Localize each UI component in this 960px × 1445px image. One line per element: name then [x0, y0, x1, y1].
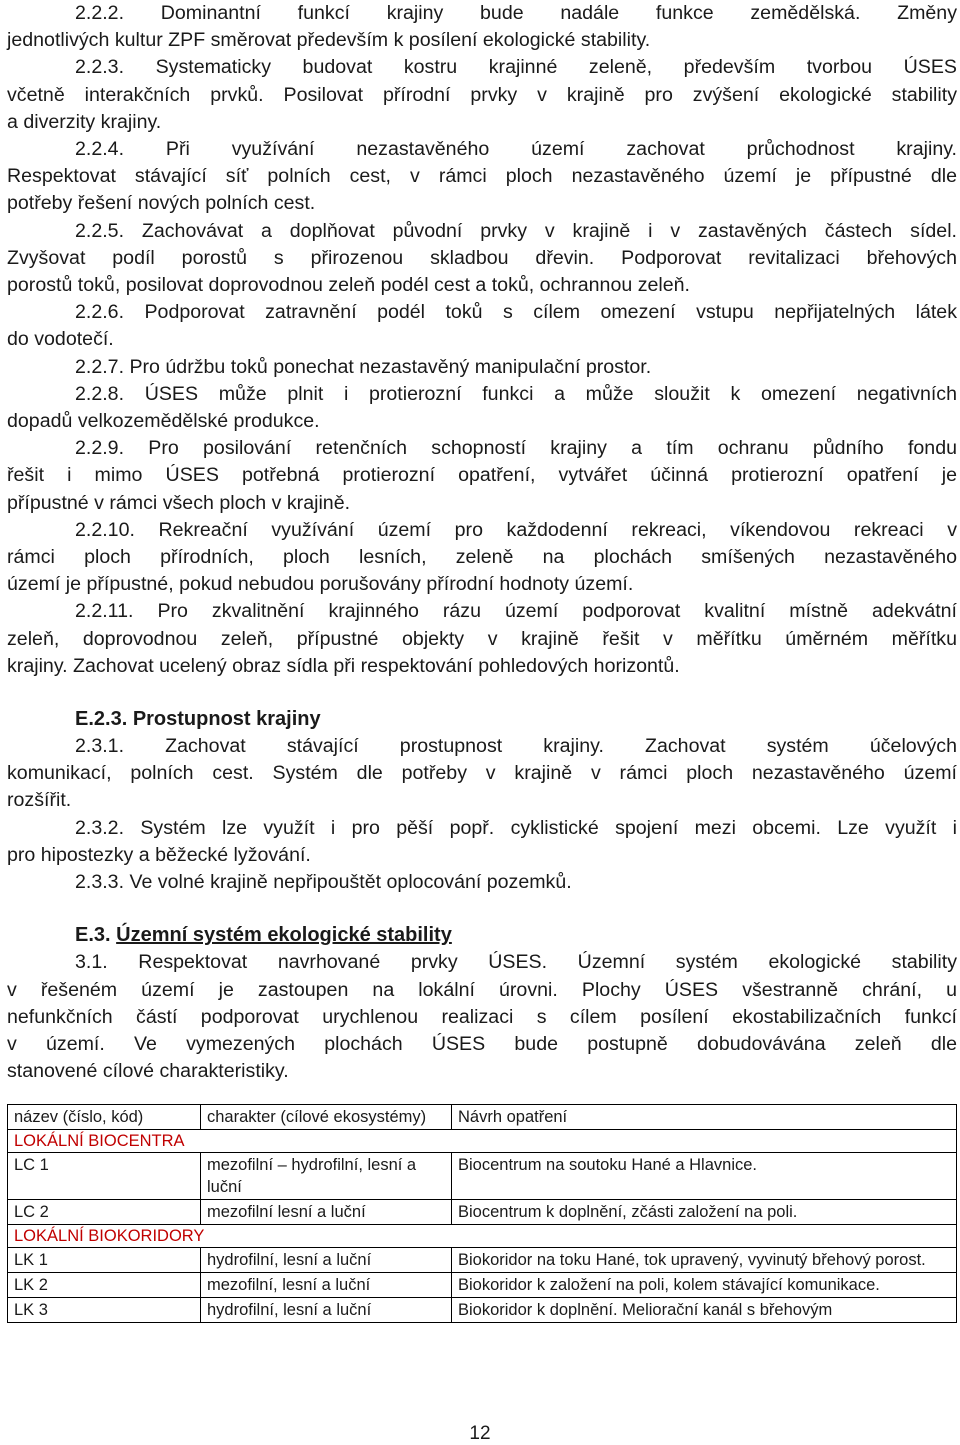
table-header-row [8, 1105, 957, 1130]
table-cell: Biokoridor na toku Hané, tok upravený, vyvinutý břehový porost. [452, 1248, 957, 1273]
text-line: v území. Ve vymezených plochách ÚSES bude postupně dobudovávána zeleň dle [7, 1032, 957, 1055]
text-line: 2.2.6. Podporovat zatravnění podél toků s cílem omezení vstupu nepřijatelných látek [75, 301, 957, 324]
paragraph [7, 54, 957, 136]
text-line: 2.3.2. Systém lze využít i pro pěší popř. cyklistické spojení mezi obcemi. Lze využít i [75, 816, 957, 839]
text-line: 3.1. Respektovat navrhované prvky ÚSES. Územní systém ekologické stability [75, 951, 957, 974]
text-line: a diverzity krajiny. [7, 110, 162, 133]
section-heading [7, 922, 957, 949]
table-section-label: LOKÁLNÍ BIOKORIDORY [8, 1225, 957, 1248]
text-line: potřeby řešení nových polních cest. [7, 192, 316, 215]
page-number: 12 [469, 1423, 491, 1444]
text-line: nefunkčních částí podporovat urychlenou realizaci s cílem posílení ekostabilizačních funkcí [7, 1005, 957, 1028]
table-cell: Biocentrum k doplnění, zčásti založení na poli. [452, 1200, 957, 1225]
document-page [7, 0, 957, 1085]
table-cell: hydrofilní, lesní a luční [201, 1248, 452, 1273]
text-line: 2.2.2. Dominantní funkcí krajiny bude nadále funkce zemědělská. Změny [75, 2, 957, 24]
table-cell: LK 1 [8, 1248, 201, 1273]
section-title: Územní systém ekologické stability [116, 924, 452, 947]
table-row [8, 1200, 957, 1225]
paragraph [7, 299, 957, 353]
paragraph [7, 733, 957, 815]
text-line: 2.2.4. Při využívání nezastavěného území zachovat průchodnost krajiny. [75, 138, 957, 161]
spacer [7, 896, 957, 922]
table-cell: hydrofilní, lesní a luční [201, 1298, 452, 1323]
text-line: krajiny. Zachovat ucelený obraz sídla při respektování pohledových horizontů. [7, 654, 680, 677]
paragraph [7, 354, 957, 381]
text-line: komunikací, polních cest. Systém dle potřeby v krajině v rámci ploch nezastavěného území [7, 762, 957, 785]
paragraph [7, 869, 957, 896]
table-cell: mezofilní, lesní a luční [201, 1273, 452, 1298]
paragraph [7, 815, 957, 869]
body-text [7, 0, 957, 1085]
text-line: 2.2.10. Rekreační využívání území pro každodenní rekreaci, víkendovou rekreaci v [75, 518, 957, 541]
text-line: území je přípustné, pokud nebudou porušovány přírodní hodnoty území. [7, 573, 634, 596]
text-line: zeleň, doprovodnou zeleň, přípustné objekty v krajině řešit v měřítku úměrném měřítku [7, 627, 957, 650]
table-row [8, 1153, 957, 1200]
text-line: do vodotečí. [7, 328, 114, 351]
paragraph [7, 0, 957, 54]
paragraph [7, 949, 957, 1085]
section-heading: E.2.3. Prostupnost krajiny [75, 708, 321, 731]
table-header-cell: název (číslo, kód) [8, 1105, 201, 1130]
text-line: rozšířit. [7, 789, 72, 812]
text-line: dopadů velkozemědělské produkce. [7, 410, 320, 433]
table-row [8, 1273, 957, 1298]
table-section-label: LOKÁLNÍ BIOCENTRA [8, 1130, 957, 1153]
text-line: řešit i mimo ÚSES potřebná protierozní opatření, vytvářet účinná protierozní opatření je [7, 464, 957, 487]
text-line: 2.2.9. Pro posilování retenčních schopností krajiny a tím ochranu půdního fondu [75, 437, 957, 460]
spacer [7, 680, 957, 706]
table-section-row [8, 1225, 957, 1248]
table-cell: LC 1 [8, 1153, 201, 1200]
table-row [8, 1298, 957, 1323]
text-line: 2.2.8. ÚSES může plnit i protierozní funkci a může sloužit k omezení negativních [75, 382, 957, 405]
paragraph [7, 517, 957, 599]
text-line: 2.3.1. Zachovat stávající prostupnost krajiny. Zachovat systém účelových [75, 735, 957, 758]
paragraph [7, 435, 957, 517]
paragraph [7, 136, 957, 218]
text-line: 2.2.3. Systematicky budovat kostru krajinné zeleně, především tvorbou ÚSES [75, 56, 957, 79]
table-section-row [8, 1130, 957, 1153]
paragraph [7, 381, 957, 435]
text-line: jednotlivých kultur ZPF směrovat především k posílení ekologické stability. [7, 29, 651, 52]
section-number: E.3. [75, 924, 117, 947]
table-cell: Biocentrum na soutoku Hané a Hlavnice. [452, 1153, 957, 1200]
table-cell: mezofilní lesní a luční [201, 1200, 452, 1225]
text-line: Zvyšovat podíl porostů s přirozenou skladbou dřevin. Podporovat revitalizaci břehových [7, 246, 957, 269]
text-line: Respektovat stávající síť polních cest, v rámci ploch nezastavěného území je přípustné dle [7, 165, 957, 188]
text-line: v řešeném území je zastoupen na lokální úrovni. Plochy ÚSES všestranně chrání, u [7, 978, 957, 1001]
text-line: včetně interakčních prvků. Posilovat přírodní prvky v krajině pro zvýšení ekologické stability [7, 83, 957, 106]
table-row [8, 1248, 957, 1273]
text-line: 2.2.11. Pro zkvalitnění krajinného rázu území podporovat kvalitní místně adekvátní [75, 600, 957, 623]
paragraph [7, 218, 957, 300]
text-line: přípustné v rámci všech ploch v krajině. [7, 491, 351, 514]
table-cell: Biokoridor k založení na poli, kolem stávající komunikace. [452, 1273, 957, 1298]
uses-table [7, 1104, 957, 1323]
table-cell: mezofilní – hydrofilní, lesní a luční [201, 1153, 452, 1200]
text-line: porostů toků, posilovat doprovodnou zeleň podél cest a toků, ochrannou zeleň. [7, 274, 690, 297]
table-cell: LK 3 [8, 1298, 201, 1323]
table-cell: Biokoridor k doplnění. Meliorační kanál s břehovým [452, 1298, 957, 1323]
table-cell: LK 2 [8, 1273, 201, 1298]
table-cell: LC 2 [8, 1200, 201, 1225]
text-line: stanovené cílové charakteristiky. [7, 1060, 289, 1083]
text-line: 2.2.7. Pro údržbu toků ponechat nezastavěný manipulační prostor. [75, 355, 652, 378]
text-line: rámci ploch přírodních, ploch lesních, zeleně na plochách smíšených nezastavěného [7, 546, 957, 569]
text-line: 2.2.5. Zachovávat a doplňovat původní prvky v krajině i v zastavěných částech sídel. [75, 219, 957, 242]
text-line: pro hipostezky a běžecké lyžování. [7, 843, 311, 866]
table-header-cell: charakter (cílové ekosystémy) [201, 1105, 452, 1130]
paragraph [7, 598, 957, 680]
table-header-cell: Návrh opatření [452, 1105, 957, 1130]
text-line: 2.3.3. Ve volné krajině nepřipouštět oplocování pozemků. [75, 871, 572, 894]
